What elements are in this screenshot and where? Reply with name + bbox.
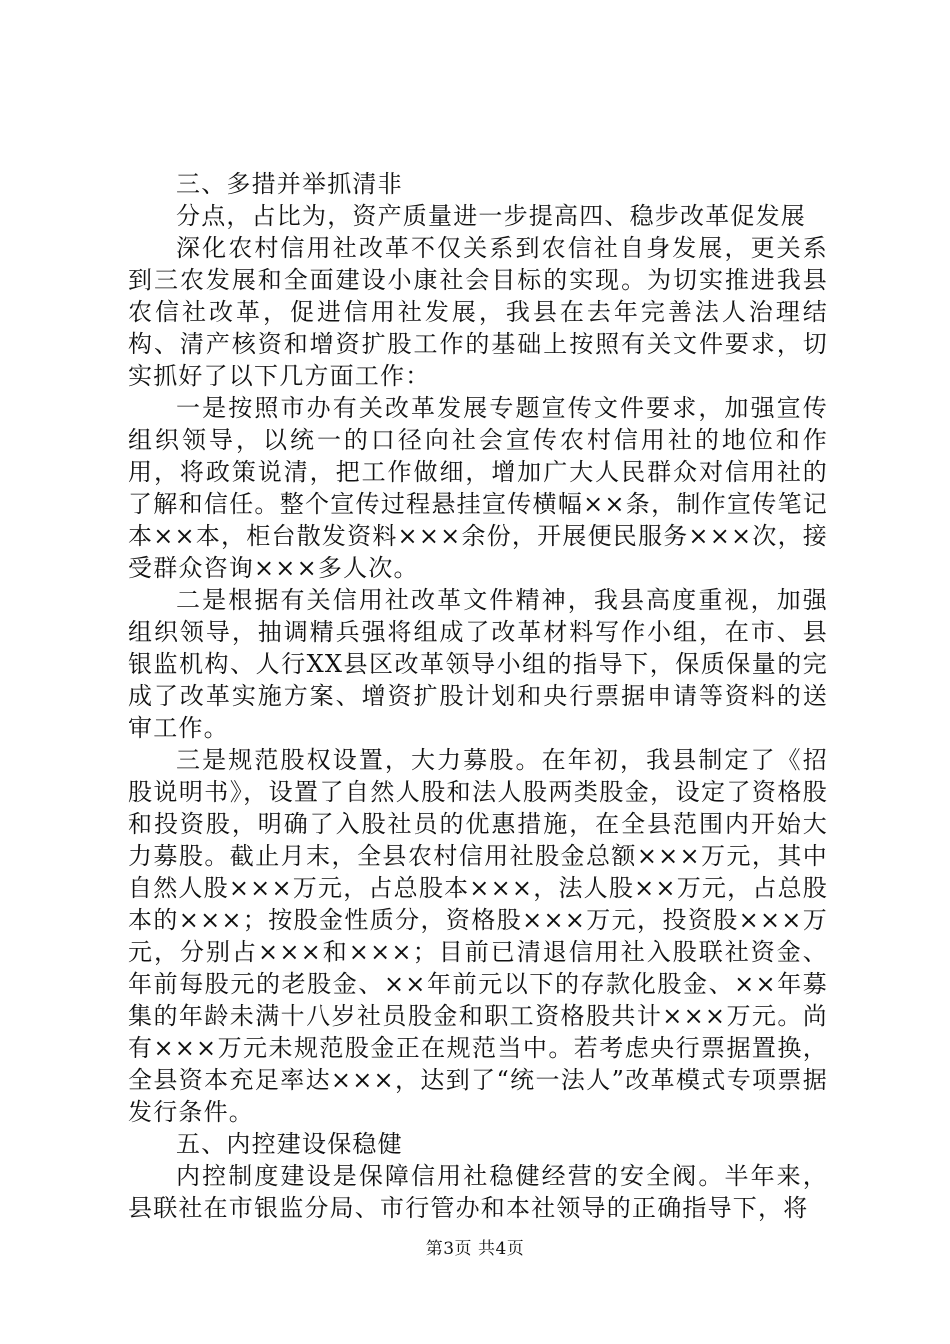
- section-heading-3: 三、多措并举抓清非: [176, 170, 403, 198]
- paragraph-fragment: 分点，占比为，资产质量进一步提高四、稳步改革促发展: [176, 202, 806, 230]
- page-number-footer: 第3页 共4页: [425, 1239, 525, 1259]
- paragraph-item-one: 一是按照市办有关改革发展专题宣传文件要求，加强宣传组织领导，以统一的口径向社会宣传农村信用社的地位和作用，将政策说清，把工作做细，增加广大人民群众对信用社的了解和信任。整个宣传过程悬挂宣传横幅××条，制作宣传笔记本××本，柜台散发资料×××余份，开展便民服务×××次，接受群众咨询×××多人次。: [128, 394, 828, 582]
- paragraph-reform-intro: 深化农村信用社改革不仅关系到农信社自身发展，更关系到三农发展和全面建设小康社会目标的实现。为切实推进我县农信社改革，促进信用社发展，我县在去年完善法人治理结构、清产核资和增资扩股工作的基础上按照有关文件要求，切实抓好了以下几方面工作：: [128, 234, 828, 390]
- paragraph-internal-control: 内控制度建设是保障信用社稳健经营的安全阀。半年来，县联社在市银监分局、市行管办和本社领导的正确指导下，将: [128, 1162, 828, 1222]
- section-heading-5: 五、内控建设保稳健: [176, 1130, 403, 1158]
- paragraph-item-three: 三是规范股权设置，大力募股。在年初，我县制定了《招股说明书》，设置了自然人股和法人股两类股金，设定了资格股和投资股，明确了入股社员的优惠措施，在全县范围内开始大力募股。截止月末，全县农村信用社股金总额×××万元，其中自然人股×××万元，占总股本×××，法人股××万元，占总股本的×××；按股金性质分，资格股×××万元，投资股×××万元，分别占×××和×××；目前已清退信用社入股联社资金、年前每股元的老股金、××年前元以下的存款化股金、××年募集的年龄未满十八岁社员股金和职工资格股共计×××万元。尚有×××万元未规范股金正在规范当中。若考虑央行票据置换，全县资本充足率达×××，达到了“统一法人”改革模式专项票据发行条件。: [128, 746, 828, 1126]
- document-body: [128, 168, 828, 1224]
- paragraph-item-two: 二是根据有关信用社改革文件精神，我县高度重视，加强组织领导，抽调精兵强将组成了改革材料写作小组，在市、县银监机构、人行XX县区改革领导小组的指导下，保质保量的完成了改革实施方案、增资扩股计划和央行票据申请等资料的送审工作。: [128, 586, 828, 742]
